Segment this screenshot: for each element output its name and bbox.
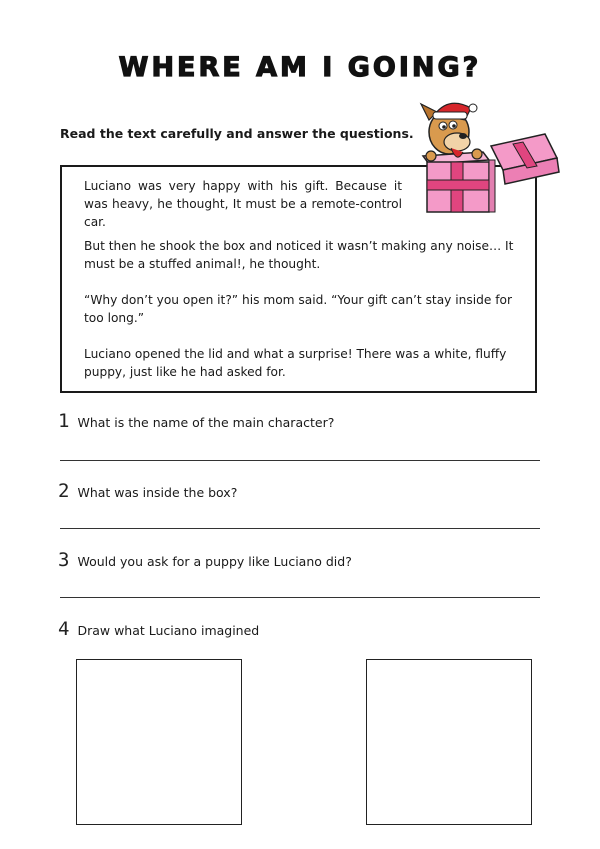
gift-box [423,152,495,212]
question-text: What was inside the box? [77,485,238,500]
dog-in-gift-box-illustration [405,98,565,218]
instructions: Read the text carefully and answer the questions. [60,126,414,141]
question-number: 1 [58,410,70,432]
question-number: 3 [58,549,70,571]
story-paragraph-4: Luciano opened the lid and what a surprise! There was a white, fluffy puppy, just like he had asked for. [84,347,507,379]
question-text: Draw what Luciano imagined [77,623,260,638]
question-2 [58,480,237,502]
santa-hat [433,103,477,120]
question-3 [58,549,352,571]
story-paragraph-1: Luciano was very happy with his gift. Because it was heavy, he thought, It must be a remote-control car. [84,179,402,229]
answer-line-3[interactable] [60,597,540,598]
gift-lid [491,134,559,184]
question-1 [58,410,334,432]
question-number: 2 [58,480,70,502]
question-number: 4 [58,618,70,640]
question-text: Would you ask for a puppy like Luciano did? [77,554,352,569]
page-title: WHERE AM I GOING? [118,52,482,83]
question-text: What is the name of the main character? [77,415,335,430]
story-paragraph-2: But then he shook the box and noticed it wasn’t making any noise… It must be a stuffed animal!, he thought. [84,239,514,271]
answer-line-1[interactable] [60,460,540,461]
story-paragraph-3: “Why don’t you open it?” his mom said. “Your gift can’t stay inside for too long.” [84,293,512,325]
drawing-box-left[interactable] [76,659,242,825]
drawing-box-right[interactable] [366,659,532,825]
answer-line-2[interactable] [60,528,540,529]
question-4 [58,618,259,640]
